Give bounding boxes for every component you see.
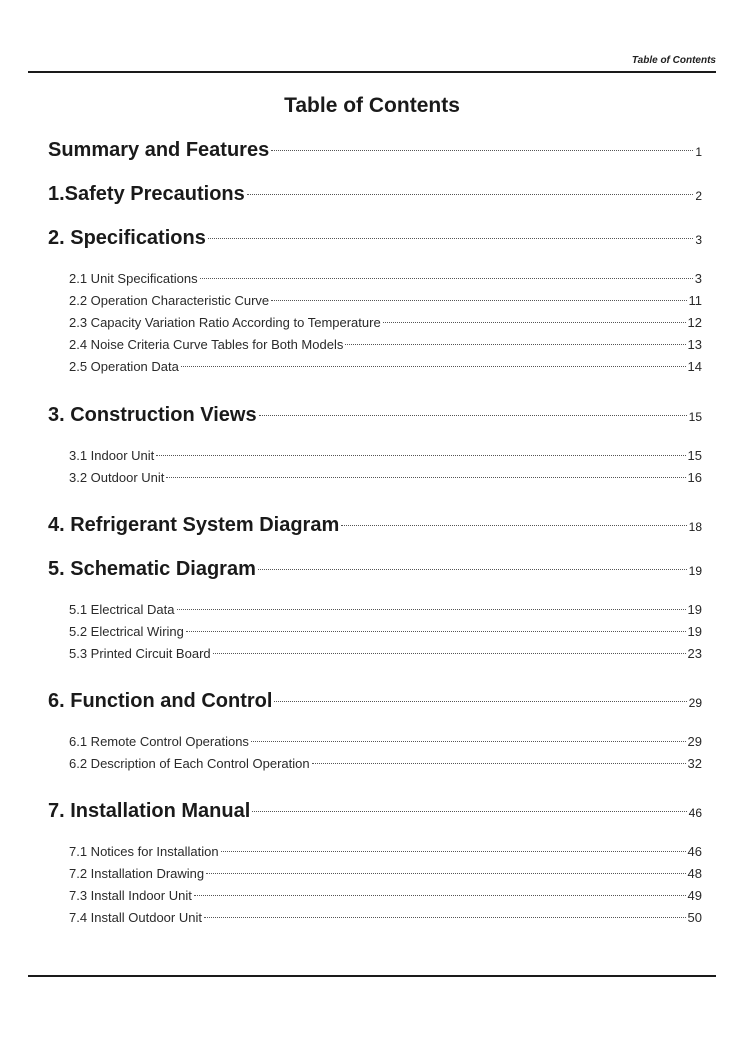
toc-entry-page: 3: [695, 233, 702, 247]
toc-entry-page: 50: [687, 910, 702, 925]
toc-entry-summary[interactable]: [48, 139, 702, 162]
toc-entry-function-control[interactable]: [48, 690, 702, 713]
toc-entry-2-1[interactable]: [69, 271, 702, 286]
toc-entry-7-3[interactable]: [69, 888, 702, 903]
toc-entry-page: 19: [688, 564, 702, 578]
toc-entry-label: 2.2 Operation Characteristic Curve: [69, 293, 270, 308]
dot-leader: [186, 631, 686, 632]
toc-entry-label: 5.2 Electrical Wiring: [69, 624, 184, 639]
toc-entry-label: 5. Schematic Diagram: [48, 558, 256, 580]
toc-entry-page: 12: [687, 315, 702, 330]
toc-entry-label: 3. Construction Views: [48, 404, 257, 426]
toc-entry-label: 6.1 Remote Control Operations: [69, 734, 249, 749]
toc-entry-schematic[interactable]: [48, 558, 702, 581]
toc-entry-page: 11: [688, 293, 702, 308]
toc-entry-label: 7.4 Install Outdoor Unit: [69, 910, 202, 925]
toc-entry-page: 15: [687, 448, 702, 463]
toc-entry-label: 6. Function and Control: [48, 690, 273, 712]
toc-entry-2-5[interactable]: [69, 359, 702, 374]
toc-entry-page: 15: [688, 410, 702, 424]
toc-entry-7-2[interactable]: [69, 866, 702, 881]
dot-leader: [259, 415, 687, 416]
toc-entry-label: 2.4 Noise Criteria Curve Tables for Both Models: [69, 337, 344, 352]
dot-leader: [251, 741, 686, 742]
toc-entry-label: 2.1 Unit Specifications: [69, 271, 198, 286]
toc-entry-refrigerant[interactable]: [48, 514, 702, 537]
toc-entry-label: 7.3 Install Indoor Unit: [69, 888, 192, 903]
toc-entry-label: 5.1 Electrical Data: [69, 602, 175, 617]
bottom-divider: [28, 975, 716, 977]
dot-leader: [247, 194, 694, 195]
toc-entry-2-2[interactable]: [69, 293, 702, 308]
toc-entry-2-3[interactable]: [69, 315, 702, 330]
dot-leader: [208, 238, 693, 239]
toc-entry-specifications[interactable]: [48, 227, 702, 250]
toc-entry-5-2[interactable]: [69, 624, 702, 639]
toc-entry-page: 29: [688, 696, 702, 710]
toc-entry-page: 1: [695, 145, 702, 159]
toc-entry-page: 2: [695, 189, 702, 203]
toc-entry-label: 3.1 Indoor Unit: [69, 448, 155, 463]
toc-entry-label: 2.5 Operation Data: [69, 359, 179, 374]
dot-leader: [213, 653, 686, 654]
toc-entry-label: 4. Refrigerant System Diagram: [48, 514, 340, 536]
toc-entry-page: 49: [687, 888, 702, 903]
dot-leader: [312, 763, 686, 764]
dot-leader: [383, 322, 686, 323]
toc-entry-label: 2.3 Capacity Variation Ratio According to Temperature: [69, 315, 381, 330]
top-divider: [28, 71, 716, 73]
dot-leader: [271, 300, 686, 301]
dot-leader: [271, 150, 693, 151]
toc-entry-label: 7.2 Installation Drawing: [69, 866, 205, 881]
toc-entry-page: 32: [687, 756, 702, 771]
page-title: Table of Contents: [284, 94, 460, 117]
toc-entry-page: 23: [687, 646, 702, 661]
toc-entry-installation[interactable]: [48, 800, 702, 823]
toc-entry-label: 7.1 Notices for Installation: [69, 844, 219, 859]
toc-entry-label: 3.2 Outdoor Unit: [69, 470, 165, 485]
dot-leader: [206, 873, 685, 874]
toc-entry-label: 6.2 Description of Each Control Operation: [69, 756, 310, 771]
toc-entry-2-4[interactable]: [69, 337, 702, 352]
dot-leader: [221, 851, 686, 852]
dot-leader: [200, 278, 693, 279]
toc-entry-label: 7. Installation Manual: [48, 800, 251, 822]
toc-entry-page: 29: [687, 734, 702, 749]
dot-leader: [252, 811, 686, 812]
toc-entry-7-4[interactable]: [69, 910, 702, 925]
toc-entry-6-2[interactable]: [69, 756, 702, 771]
toc-entry-page: 18: [688, 520, 702, 534]
toc-entry-construction-views[interactable]: [48, 404, 702, 427]
toc-entry-label: 1.Safety Precautions: [48, 183, 245, 205]
toc-entry-page: 46: [688, 806, 702, 820]
dot-leader: [181, 366, 686, 367]
toc-entry-safety[interactable]: [48, 183, 702, 206]
dot-leader: [177, 609, 686, 610]
toc-entry-7-1[interactable]: [69, 844, 702, 859]
toc-entry-page: 19: [687, 602, 702, 617]
dot-leader: [345, 344, 685, 345]
toc-entry-page: 46: [687, 844, 702, 859]
dot-leader: [194, 895, 686, 896]
toc-entry-3-2[interactable]: [69, 470, 702, 485]
toc-entry-6-1[interactable]: [69, 734, 702, 749]
toc-entry-5-1[interactable]: [69, 602, 702, 617]
dot-leader: [166, 477, 685, 478]
toc-entry-page: 13: [687, 337, 702, 352]
toc-entry-page: 14: [687, 359, 702, 374]
dot-leader: [341, 525, 686, 526]
dot-leader: [204, 917, 686, 918]
toc-entry-label: Summary and Features: [48, 139, 270, 161]
toc-entry-label: 5.3 Printed Circuit Board: [69, 646, 211, 661]
toc-entry-label: 2. Specifications: [48, 227, 206, 249]
running-header: Table of Contents: [631, 55, 716, 66]
toc-entry-3-1[interactable]: [69, 448, 702, 463]
dot-leader: [274, 701, 686, 702]
toc-entry-page: 48: [687, 866, 702, 881]
toc-entry-page: 19: [687, 624, 702, 639]
dot-leader: [156, 455, 685, 456]
toc-entry-5-3[interactable]: [69, 646, 702, 661]
toc-entry-page: 3: [694, 271, 702, 286]
toc-entry-page: 16: [687, 470, 702, 485]
dot-leader: [258, 569, 687, 570]
